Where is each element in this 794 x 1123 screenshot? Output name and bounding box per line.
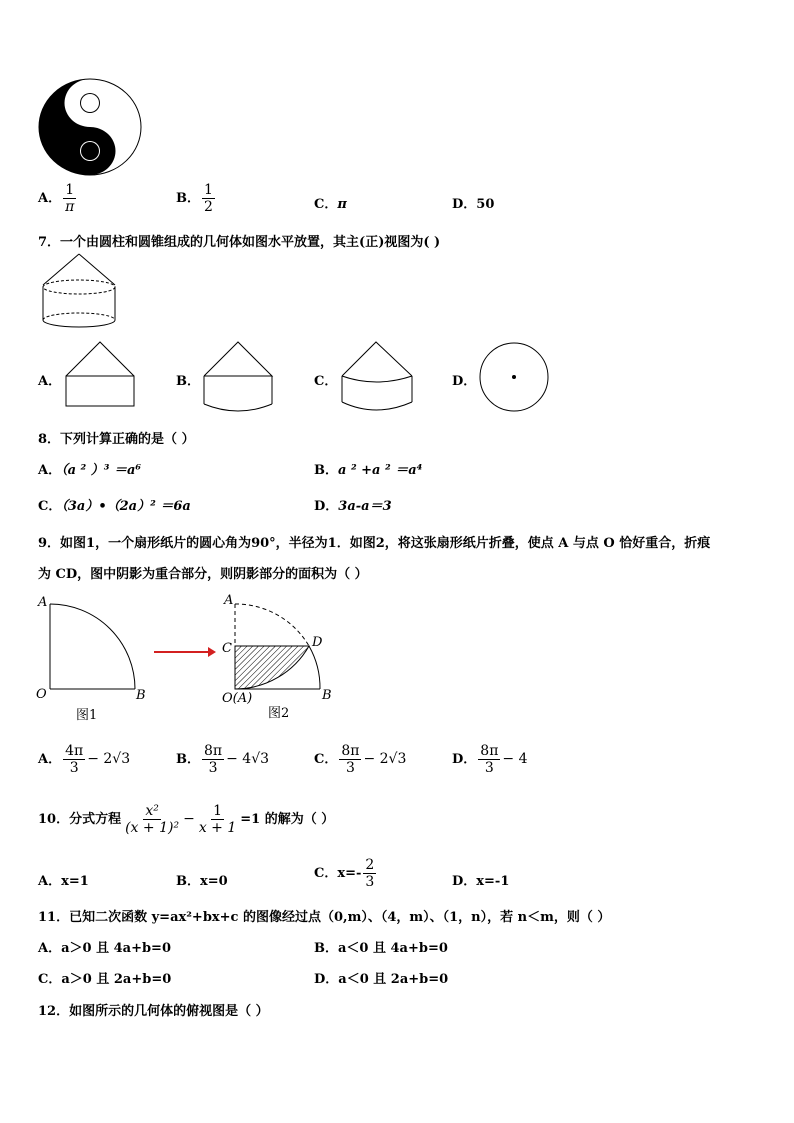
red-arrow-icon: [152, 645, 218, 659]
q8-stem: 8．下列计算正确的是（ ）: [38, 432, 195, 447]
q11-option-d: D．a＜0 且 2a+b=0: [314, 972, 449, 987]
q10-option-a: A．x=1: [38, 874, 89, 889]
fig2-label-b: B: [322, 688, 332, 703]
yin-yang-figure: [38, 78, 144, 176]
fig2-label-oa: O(A): [222, 691, 253, 706]
q8-option-b: B．a ² +a ² ＝a⁴: [314, 463, 423, 478]
q7-option-a-label: A．: [38, 374, 62, 389]
q8-option-d: D．3a-a＝3: [314, 499, 392, 514]
q7-option-d-label: D．: [452, 374, 477, 389]
q9-figure-2: [218, 590, 338, 722]
q6-option-c: C．π: [314, 197, 347, 212]
q9-option-c: C． $\frac{8\pi}{3}$ − 2√3: [314, 743, 407, 776]
q7-option-a-figure: [64, 340, 136, 408]
q8-option-c: C．（3a）•（2a）² ＝6a: [38, 499, 191, 514]
q9-figure-1: [34, 592, 164, 722]
fig2-label-d: D: [312, 635, 323, 650]
q11-option-c: C．a＞0 且 2a+b=0: [38, 972, 172, 987]
q11-option-a: A．a＞0 且 4a+b=0: [38, 941, 171, 956]
cylinder-cone-figure: [38, 252, 122, 332]
q9-stem-line1: 9．如图1，一个扇形纸片的圆心角为90°，半径为1．如图2，将这张扇形纸片折叠，使点 A 与点 O 恰好重合，折痕: [38, 536, 711, 551]
q11-stem: 11．已知二次函数 y=ax²+bx+c 的图像经过点（0,m）、（4，m）、（1，n），若 n＜m，则（ ）: [38, 910, 611, 925]
q7-option-c-label: C．: [314, 374, 338, 389]
fig1-caption: 图1: [76, 708, 98, 723]
q6-option-d: D．50: [452, 197, 495, 212]
q6-option-b: B． $\frac{1}{2}$: [176, 182, 213, 215]
fig1-label-a: A: [38, 595, 48, 610]
fig2-label-a: A: [224, 593, 234, 608]
q10-option-d: D．x=-1: [452, 874, 510, 889]
q12-stem: 12．如图所示的几何体的俯视图是（ ）: [38, 1004, 269, 1019]
q10-option-c: C．x=- $\frac{2}{3}$: [314, 857, 375, 890]
q7-stem: 7．一个由圆柱和圆锥组成的几何体如图水平放置，其主(正)视图为( ): [38, 235, 441, 250]
q9-option-b: B． $\frac{8\pi}{3}$ − 4√3: [176, 743, 270, 776]
q11-option-b: B．a＜0 且 4a+b=0: [314, 941, 448, 956]
q9-stem-line2: 为 CD，图中阴影为重合部分，则阴影部分的面积为（ ）: [38, 567, 368, 582]
q7-option-b-label: B．: [176, 374, 200, 389]
q9-option-a: A． $\frac{4\pi}{3}$ − 2√3: [38, 743, 131, 776]
q6-option-a: A． $\frac{1}{\pi}$: [38, 182, 75, 215]
q10-stem: 10．分式方程 $\frac{\text{x²}}{\text{(x + 1)²}}$ − $\frac{1}{x + 1}$ =1 的解为（ ）: [38, 803, 335, 836]
fig2-label-c: C: [222, 641, 232, 656]
q7-option-c-figure: [340, 340, 414, 414]
q8-option-a: A．（a ² ）³ ＝a⁶: [38, 463, 142, 478]
q9-option-d: D． $\frac{8\pi}{3}$ − 4: [452, 743, 528, 776]
fig1-label-b: B: [136, 688, 146, 703]
q7-option-b-figure: [202, 340, 274, 414]
q7-option-d-figure: [478, 342, 550, 414]
q10-option-b: B．x=0: [176, 874, 228, 889]
fig2-caption: 图2: [268, 706, 290, 721]
fig1-label-o: O: [36, 687, 47, 702]
